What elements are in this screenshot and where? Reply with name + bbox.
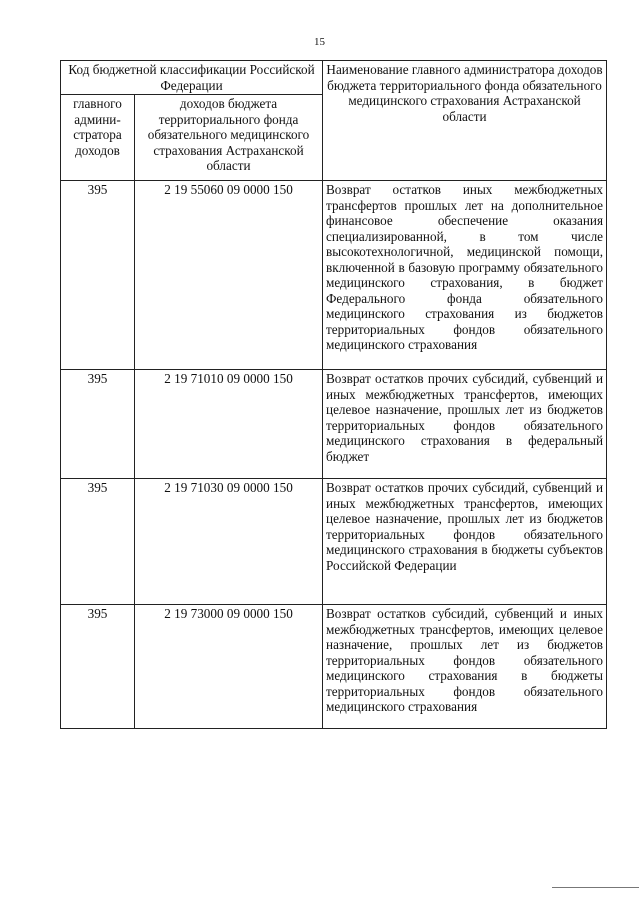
budget-classification-table xyxy=(60,60,607,729)
income-name: Возврат остатков субсидий, субвенций и иных межбюджетных трансфертов, имеющих целевое назначение, прошлых лет из бюджетов территориальных фондов обязательного медицинского страхования в бюджеты территориальных фондов обязательного медицинского страхования xyxy=(323,605,607,729)
income-code: 2 19 71010 09 0000 150 xyxy=(135,370,323,479)
admin-code: 395 xyxy=(61,181,135,370)
income-name: Возврат остатков прочих субсидий, субвенций и иных межбюджетных трансфертов, имеющих целевое назначение, прошлых лет из бюджетов территориальных фондов обязательного медицинского страхования в бюджеты субъектов Российской Федерации xyxy=(323,479,607,605)
table-row xyxy=(61,605,607,729)
header-name: Наименование главного администратора доходов бюджета территориального фонда обязательного медицинского страхования Астраханской области xyxy=(323,61,607,181)
table-row xyxy=(61,370,607,479)
page-number: 15 xyxy=(314,36,325,48)
header-income-column: доходов бюджета территориального фонда обязательного медицинского страхования Астраханской области xyxy=(135,95,323,181)
income-code: 2 19 55060 09 0000 150 xyxy=(135,181,323,370)
admin-code: 395 xyxy=(61,370,135,479)
footer-rule xyxy=(552,887,639,888)
income-code: 2 19 73000 09 0000 150 xyxy=(135,605,323,729)
table-row xyxy=(61,181,607,370)
income-name: Возврат остатков прочих субсидий, субвенций и иных межбюджетных трансфертов, имеющих целевое назначение, прошлых лет из бюджетов территориальных фондов обязательного медицинского страхования в федеральный бюджет xyxy=(323,370,607,479)
admin-code: 395 xyxy=(61,479,135,605)
table-header-row xyxy=(61,61,607,95)
header-classification: Код бюджетной классификации Российской Федерации xyxy=(61,61,323,95)
admin-code: 395 xyxy=(61,605,135,729)
header-admin-column: главного админи-стратора доходов xyxy=(61,95,135,181)
table-row xyxy=(61,479,607,605)
income-code: 2 19 71030 09 0000 150 xyxy=(135,479,323,605)
income-name: Возврат остатков иных межбюджетных трансфертов прошлых лет на дополнительное финансовое обеспечение оказания специализированной, в том числе высокотехнологичной, медицинской помощи, включенной в базовую программу обязательного медицинского страхования, в бюджет Федерального фонда обязательного медицинского страхования из бюджетов территориальных фондов обязательного медицинского страхования xyxy=(323,181,607,370)
